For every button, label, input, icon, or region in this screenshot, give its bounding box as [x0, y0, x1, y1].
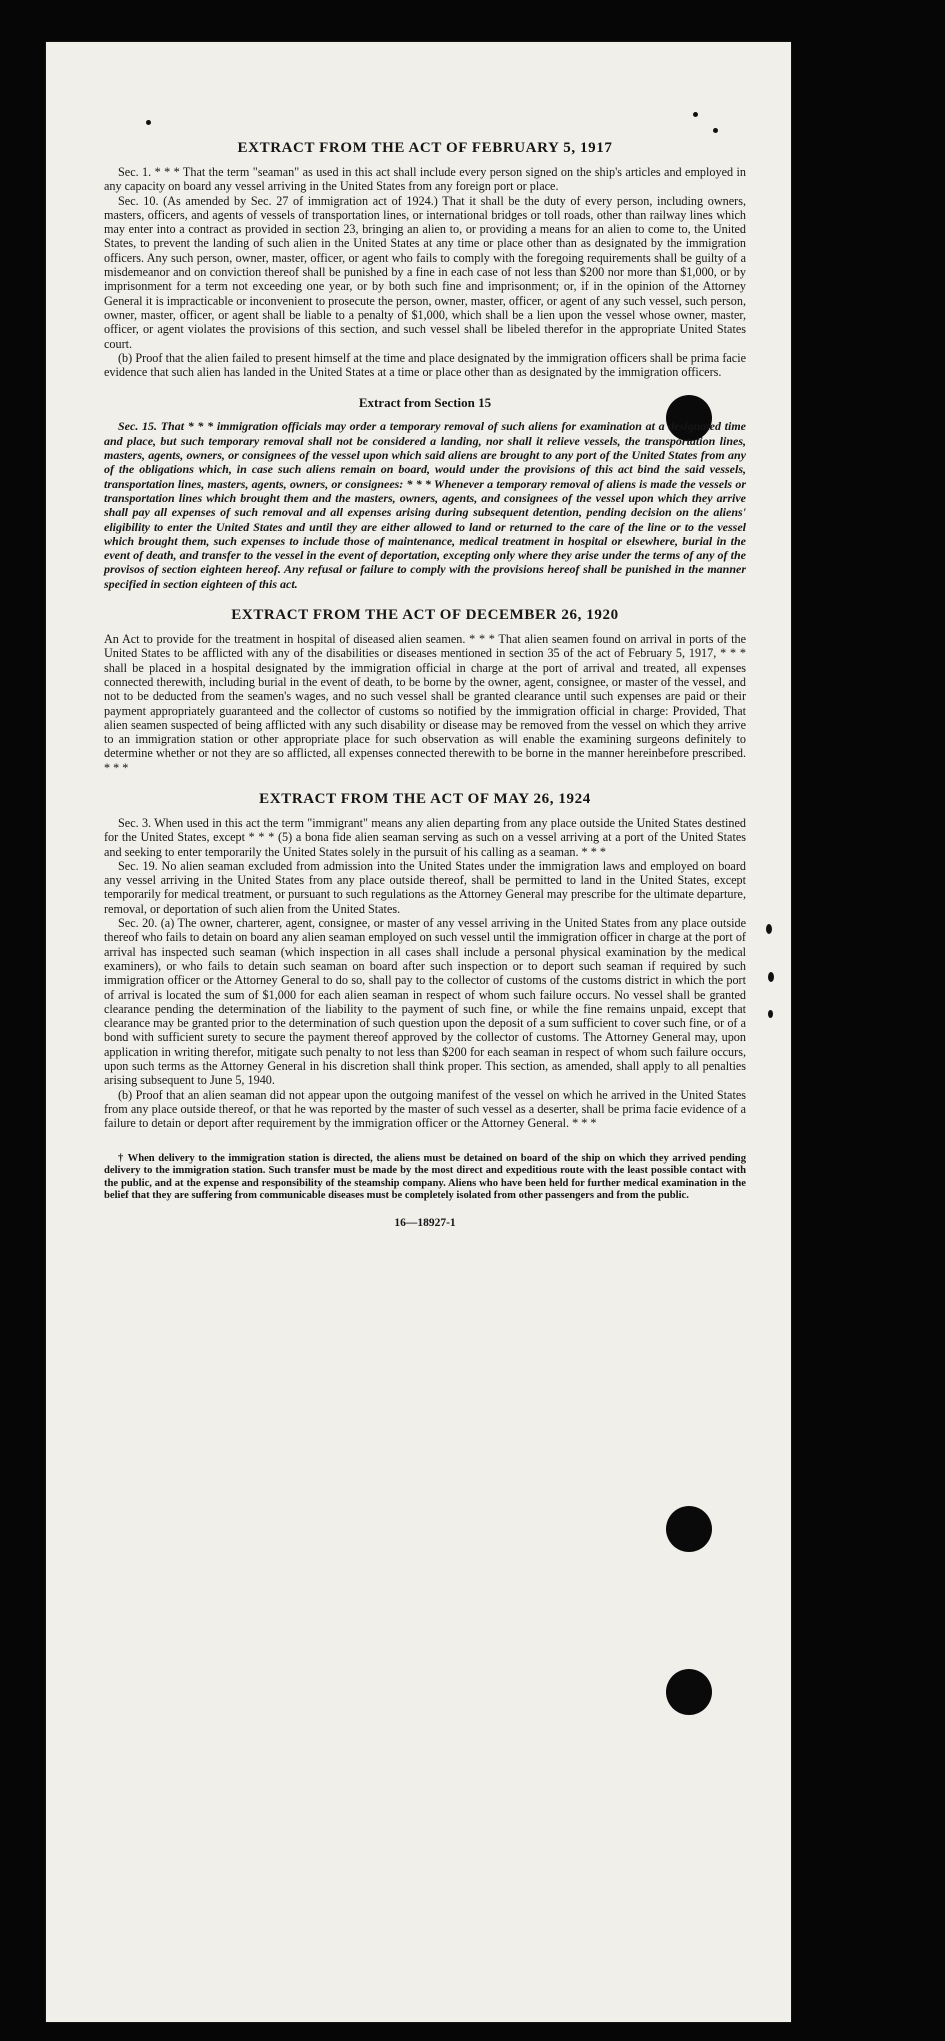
footnote [104, 1153, 746, 1203]
footnote-text: † When delivery to the immigration station is directed, the aliens must be detained on board of the ship on which they arrived pending delivery to the immigration station. Such transfer must be made by the most direct and expeditious route with the least possible contact with the public, and at the expense and responsibility of the steamship company. Aliens who have been held for further medical examination in the belief that they are suffering from communicable diseases must be completely isolated from other passengers and from the public. [104, 1152, 746, 1202]
paragraph-sec-3: Sec. 3. When used in this act the term "immigrant" means any alien departing from any place outside the United States destined for the United States, except * * * (5) a bona fide alien seaman serving as such on a vessel arriving at a port of the United States and seeking to enter temporarily the United States solely in the pursuit of his calling as a seaman. * * * [104, 815, 746, 859]
paragraph-act-1920: An Act to provide for the treatment in hospital of diseased alien seamen. * * * That alien seamen found on arrival in ports of the United States to be afflicted with any of the disabilities or diseases mentioned in section 35 of the act of February 5, 1917, * * * shall be placed in a hospital designated by the immigration official in charge at the port of arrival and treated, all expenses connected therewith, including burial in the event of death, to be borne by the owner, agent, consignee, or master of the vessel, and not to be deducted from the seamen's wages, and no such vessel shall be granted clearance until such expenses are paid or their payment appropriately guaranteed and the collector of customs so notified by the immigration official in charge: Provided, That alien seamen suspected of being afflicted with any such disability or disease may be removed from the vessel on which they arrive to an immigration station or other appropriate place for such observation as will enable the examining surgeons definitely to determine whether or not they are so afflicted, all expenses connected therewith to be borne in the manner hereinbefore prescribed. * * * [104, 632, 746, 775]
paragraph-sec-15: Sec. 15. That * * * immigration officials may order a temporary removal of such aliens for examination at a designated time and place, but such temporary removal shall not be considered a landing, nor shall it relieve vessels, the transportation lines, masters, agents, owners, or consignees of the vessel upon which said aliens are brought to any port of the United States from any of the obligations which, in case such aliens remain on board, would under the provisions of this act bind the said vessels, transportation lines, masters, agents, owners, or consignees: * * * Whenever a temporary removal of aliens is made the vessels or transportation lines which brought them and the masters, owners, agents, and consignees of the vessel upon which they arrive shall pay all expenses of such removal and all expenses arising during subsequent detention, pending decision on the aliens' eligibility to enter the United States and until they are either allowed to land or returned to the care of the line or to the vessel which brought them, such expenses to include those of maintenance, medical treatment in hospital or elsewhere, burial in the event of death, and transfer to the vessel in the event of deportation, excepting only where they arise under the terms of any of the provisos of section eighteen hereof. Any refusal or failure to comply with the provisions hereof shall be punished in the manner specified in section eighteen of this act. [104, 419, 746, 591]
paragraph-sec-20: Sec. 20. (a) The owner, charterer, agent, consignee, or master of any vessel arriving in the United States from any place outside thereof who fails to detain on board any alien seaman employed on such vessel until the immigration officer in charge at the port of arrival has inspected such seaman (which inspection in all cases shall include a personal physical examination by the medical examiners), or who fails to detain such seaman on board after such inspection or to deport such seaman if required by such immigration officer or the Attorney General to do so, shall pay to the collector of customs of the customs district in which the port of arrival is located the sum of $1,000 for each alien seaman in respect of whom such failure occurs. No vessel shall be granted clearance pending the determination of the liability to the payment of such fine, or while the fine remains unpaid, except that clearance may be granted prior to the determination of such question upon the deposit of a sum sufficient to cover such fine, or of a bond with sufficient surety to secure the payment thereof approved by the collector of customs. The Attorney General may, upon application in writing therefor, mitigate such penalty to not less than $200 for each seaman in respect of whom such failure occurs, upon such terms as the Attorney General in his discretion shall think proper. This section, as amended, shall apply to all penalties arising subsequent to June 5, 1940. [104, 916, 746, 1088]
punch-hole [666, 1669, 712, 1715]
punch-hole [666, 1506, 712, 1552]
paragraph-sec-10: Sec. 10. (As amended by Sec. 27 of immigration act of 1924.) That it shall be the duty of every person, including owners, masters, officers, and agents of vessels of transportation lines, or international bridges or toll roads, other than railway lines which may enter into a contract as provided in section 23, bringing an alien to, or providing a means for an alien to come to, the United States, to prevent the landing of such alien in the United States at any time or place other than as designated by the immigration officers. Any such person, owner, master, officer, or agent who fails to comply with the foregoing requirements shall be guilty of a misdemeanor and on conviction thereof shall be punished by a fine in each case of not less than $200 nor more than $1,000, or by imprisonment for a term not exceeding one year, or by both such fine and imprisonment; or, if in the opinion of the Attorney General it is impracticable or inconvenient to prosecute the person, owner, master, officer, or agent of any such vessel, such person, owner, master, officer, or agent shall be liable to a penalty of $1,000, which shall be a lien upon the vessel whose owner, master, officer, or agent violates the provisions of this section, and such vessel shall be libeled therefor in the appropriate United States court. [104, 193, 746, 351]
scan-mark [768, 972, 774, 982]
scan-mark [768, 1010, 773, 1018]
scan-mark [766, 924, 772, 934]
heading-act-1924: EXTRACT FROM THE ACT OF MAY 26, 1924 [259, 790, 591, 807]
paragraph-sec-1: Sec. 1. * * * That the term "seaman" as used in this act shall include every person signed on the ship's articles and employed in any capacity on board any vessel arriving in the United States from any foreign port or place. [104, 165, 746, 194]
scan-mark [146, 120, 151, 125]
document-code: 16—18927-1 [394, 1216, 456, 1229]
paragraph-sec-10b: (b) Proof that the alien failed to present himself at the time and place designated by the immigration officers shall be prima facie evidence that such alien has landed in the United States at a time or place other than as designated by the immigration officers. [104, 350, 746, 380]
paragraph-sec-19: Sec. 19. No alien seaman excluded from admission into the United States under the immigration laws and employed on board any vessel arriving in the United States from any place outside thereof, shall be permitted to land in the United States, except temporarily for medical treatment, or pursuant to such regulations as the Attorney General may prescribe for the ultimate departure, removal, or deportation of such alien from the United States. [104, 858, 746, 916]
document-body [104, 140, 746, 1229]
scan-mark [693, 112, 698, 117]
paragraph-sec-20b: (b) Proof that an alien seaman did not appear upon the outgoing manifest of the vessel on which he arrived in the United States from any place outside thereof, or that he was reported by the master of such vessel as a deserter, shall be prima facie evidence of a failure to detain or deport after requirement by the immigration officer or the Attorney General. * * * [104, 1087, 746, 1131]
heading-act-1917: EXTRACT FROM THE ACT OF FEBRUARY 5, 1917 [237, 140, 613, 156]
heading-section-15: Extract from Section 15 [358, 395, 492, 411]
heading-act-1920: EXTRACT FROM THE ACT OF DECEMBER 26, 1920 [231, 607, 619, 624]
scan-mark [713, 128, 718, 133]
document-page [46, 42, 791, 2022]
